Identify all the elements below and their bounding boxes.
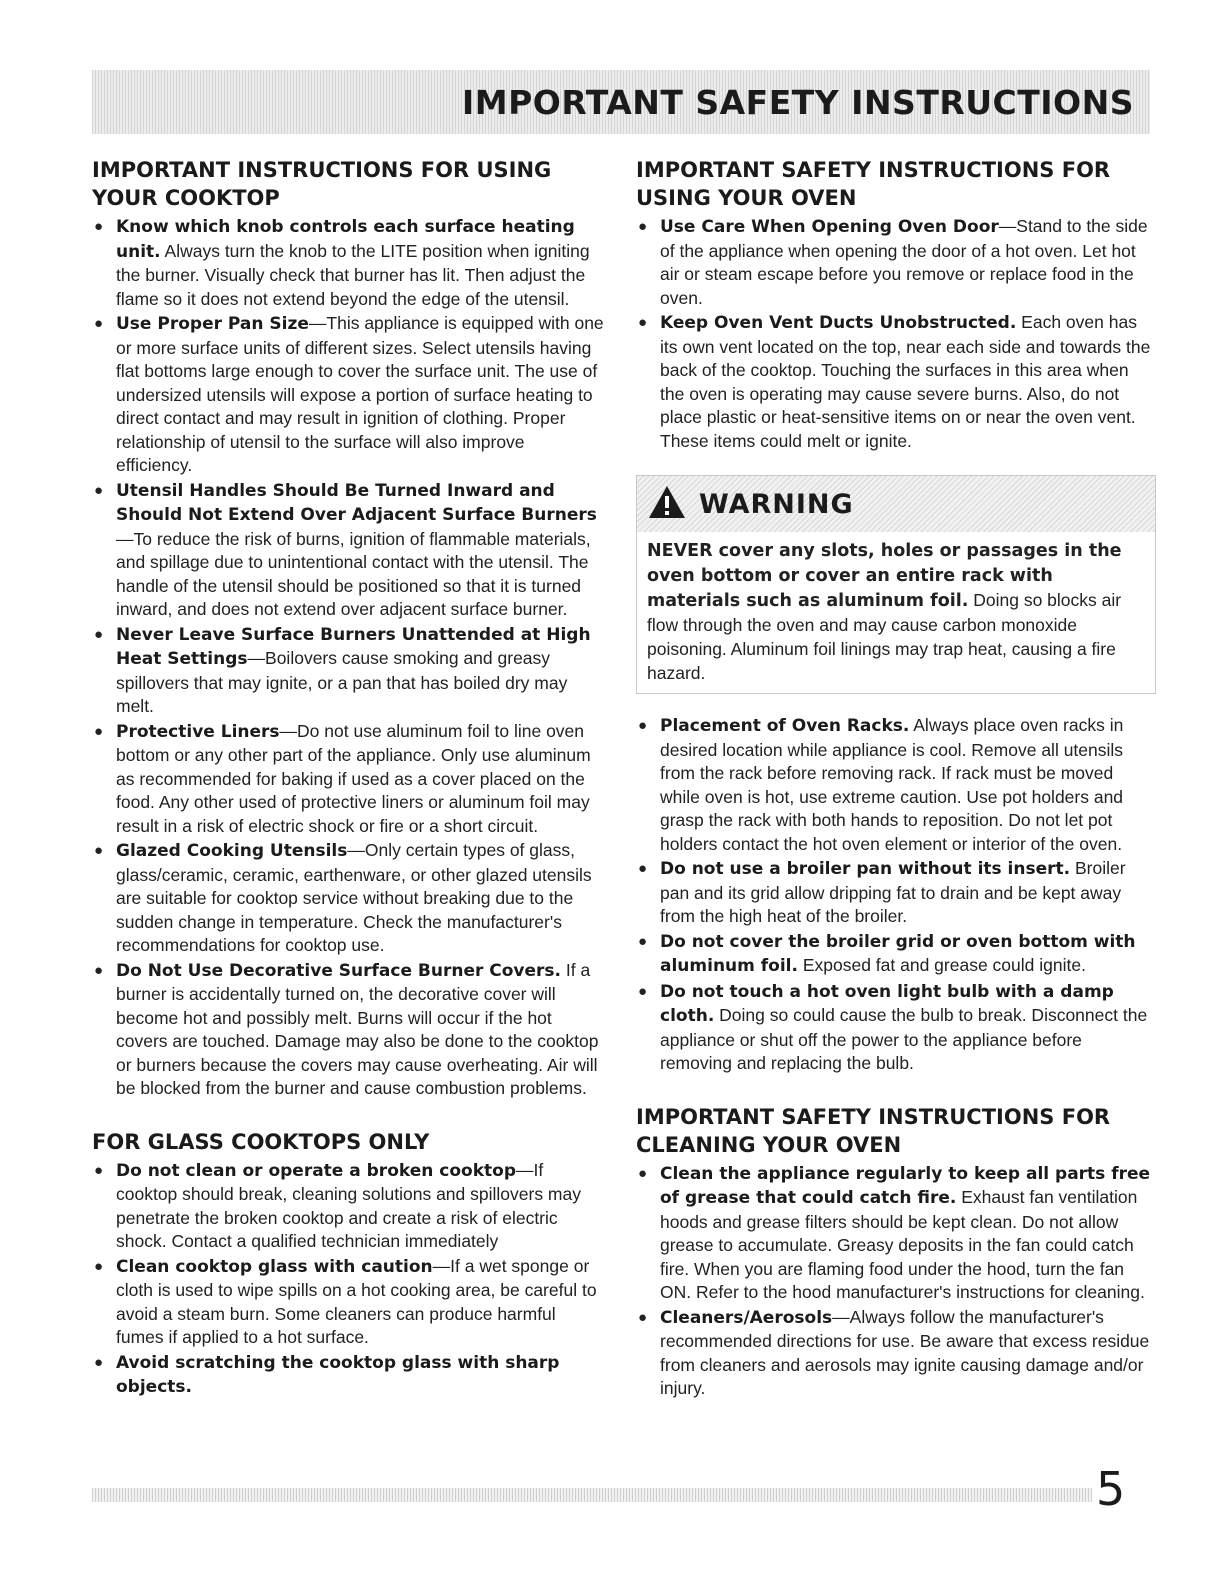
item-text: If a burner is accidentally turned on, the decorative cover will become hot and possibly melt. Burns will occur if the hot covers are touched. Damage may also be done to the cooktop or burners because the covers may cause overheating. Air will be blocked from the burner and cause combustion problems. bbox=[116, 959, 599, 1098]
item-lead: Utensil Handles Should Be Turned Inward and Should Not Extend Over Adjacent Surface Burners bbox=[116, 480, 597, 525]
item-text: —Only certain types of glass, glass/ceramic, ceramic, earthenware, or other glazed utensils are suitable for cooktop service without breaking due to the sudden change in temperature. Check the manufacturer's recommendations for cooktop use. bbox=[116, 840, 592, 955]
bullet-icon: ● bbox=[94, 722, 104, 740]
item-lead: Do not clean or operate a broken cooktop bbox=[116, 1160, 516, 1181]
item-text: —Stand to the side of the appliance when opening the door of a hot oven. Let hot air or steam escape before you remove or replace food in the oven. bbox=[660, 216, 1148, 308]
item-text: Exposed fat and grease could ignite. bbox=[797, 955, 1086, 975]
list-item bbox=[636, 857, 1156, 929]
warning-box bbox=[636, 475, 1156, 694]
bullet-icon: ● bbox=[94, 625, 104, 643]
item-lead: Never Leave Surface Burners Unattended at High Heat Settings bbox=[116, 624, 591, 669]
warning-header bbox=[637, 476, 1155, 532]
cleaning-heading: IMPORTANT SAFETY INSTRUCTIONS FOR CLEANING YOUR OVEN bbox=[636, 1104, 1111, 1157]
cleaning-list bbox=[636, 1162, 1156, 1401]
item-lead: Avoid scratching the cooktop glass with sharp objects. bbox=[116, 1352, 560, 1397]
list-item bbox=[92, 623, 604, 719]
list-item bbox=[636, 714, 1156, 856]
warning-triangle-icon bbox=[647, 484, 687, 525]
page-number: 5 bbox=[1096, 1462, 1126, 1516]
item-text: —To reduce the risk of burns, ignition of flammable materials, and spillage due to unintentional contact with the utensil. The handle of the utensil should be positioned so that it is turned inward, and does not extend over adjacent surface burner. bbox=[116, 528, 591, 619]
item-lead: Know which knob controls each surface heating unit. bbox=[116, 217, 575, 262]
glass-heading: FOR GLASS COOKTOPS ONLY bbox=[92, 1129, 430, 1154]
bullet-icon: ● bbox=[94, 1257, 104, 1275]
item-lead: Cleaners/Aerosols bbox=[660, 1307, 833, 1328]
bullet-icon: ● bbox=[94, 961, 104, 979]
item-text: Always turn the knob to the LITE position when igniting the burner. Visually check that burner has lit. Then adjust the flame so it does not extend beyond the edge of the utensil. bbox=[116, 240, 590, 309]
item-text: —Always follow the manufacturer's recommended directions for use. Be aware that excess residue from cleaners and aerosols may ignite causing damage and/or injury. bbox=[660, 1306, 1150, 1398]
item-text: —Do not use aluminum foil to line oven bottom or any other part of the appliance. Only use aluminum as recommended for baking if used as a cover placed on the food. Any other used of protective liners or aluminum foil may result in a risk of electric shock or fire or a short circuit. bbox=[116, 720, 591, 836]
bullet-icon: ● bbox=[94, 842, 104, 859]
bullet-icon: ● bbox=[94, 1161, 104, 1179]
bullet-icon: ● bbox=[638, 1164, 648, 1182]
item-lead: Do not cover the broiler grid or oven bottom with aluminum foil. bbox=[660, 931, 1136, 976]
list-item bbox=[92, 479, 604, 622]
list-item bbox=[92, 839, 604, 958]
cooktop-heading: IMPORTANT INSTRUCTIONS FOR USING YOUR COOKTOP bbox=[92, 158, 552, 210]
list-item bbox=[636, 215, 1156, 310]
list-item bbox=[92, 1255, 604, 1350]
item-text: —If cooktop should break, cleaning solutions and spillovers may penetrate the broken cooktop and create a risk of electric shock. Contact a qualified technician immediately bbox=[116, 1159, 581, 1251]
oven-heading: IMPORTANT SAFETY INSTRUCTIONS FOR USING YOUR OVEN bbox=[636, 158, 1111, 210]
item-text: —This appliance is equipped with one or more surface units of different sizes. Select utensils having flat bottoms large enough to cover the surface unit. The use of undersized utensils will expose a portion of surface heating to direct contact and may result in ignition of clothing. Proper relationship of utensil to the surface will also improve efficiency. bbox=[116, 313, 604, 475]
item-lead: Keep Oven Vent Ducts Unobstructed. bbox=[660, 313, 1017, 333]
bullet-icon: ● bbox=[94, 1353, 104, 1371]
list-item bbox=[636, 311, 1156, 453]
item-text: Each oven has its own vent located on the top, near each side and towards the back of the cooktop. Touching the surfaces in this area when the oven is operating may cause severe burns. Also, do not place plastic or heat-sensitive items on or near the oven vent. These items could melt or ignite. bbox=[660, 312, 1151, 451]
item-text: —If a wet sponge or cloth is used to wipe spills on a hot cooking area, be careful to avoid a steam burn. Some cleaners can produce harmful fumes if applied to a hot surface. bbox=[116, 1255, 597, 1347]
item-text: —Boilovers cause smoking and greasy spillovers that may ignite, or a pan that has boiled dry may melt. bbox=[116, 648, 568, 716]
bullet-icon: ● bbox=[94, 218, 104, 235]
item-lead: Use Care When Opening Oven Door bbox=[660, 217, 999, 237]
right-column bbox=[636, 156, 1156, 1402]
item-lead: Use Proper Pan Size bbox=[116, 314, 309, 334]
bullet-icon: ● bbox=[638, 982, 648, 1000]
oven-list bbox=[636, 215, 1156, 453]
bullet-icon: ● bbox=[94, 315, 104, 332]
item-lead: Clean the appliance regularly to keep all parts free of grease that could catch fire. bbox=[660, 1163, 1151, 1208]
list-item bbox=[92, 1351, 604, 1400]
item-text: Always place oven racks in desired location while appliance is cool. Remove all utensils from the rack before removing rack. If rack must be moved while oven is hot, use extreme caution. Use pot holders and grasp the rack with both hands to reposition. Do not let pot holders contact the hot oven element or interior of the oven. bbox=[660, 715, 1124, 854]
list-item bbox=[92, 959, 604, 1101]
item-lead: Glazed Cooking Utensils bbox=[116, 841, 348, 861]
bullet-icon: ● bbox=[638, 860, 648, 877]
list-item bbox=[92, 1159, 604, 1254]
item-lead: Clean cooktop glass with caution bbox=[116, 1256, 433, 1277]
list-item bbox=[92, 215, 604, 311]
warning-body bbox=[637, 532, 1155, 693]
list-item bbox=[92, 312, 604, 478]
list-item bbox=[636, 980, 1156, 1076]
bullet-icon: ● bbox=[638, 218, 648, 235]
item-text: Doing so could cause the bulb to break. Disconnect the appliance or shut off the power to the appliance before removing and replacing the bulb. bbox=[660, 1005, 1148, 1073]
bullet-icon: ● bbox=[638, 1308, 648, 1326]
banner-title: IMPORTANT SAFETY INSTRUCTIONS bbox=[461, 82, 1134, 122]
warning-bold: NEVER cover any slots, holes or passages in the oven bottom or cover an entire rack with materials such as aluminum foil. bbox=[647, 541, 1122, 611]
list-item bbox=[92, 720, 604, 839]
oven-list-2 bbox=[636, 714, 1156, 1076]
item-text: Exhaust fan ventilation hoods and grease filters should be kept clean. Do not allow grease to accumulate. Greasy deposits in the fan could catch fire. When you are flaming food under the hood, turn the fan ON. Refer to the hood manufacturer's instructions for cleaning. bbox=[660, 1187, 1145, 1302]
bullet-icon: ● bbox=[94, 481, 104, 499]
item-lead: Do not use a broiler pan without its insert. bbox=[660, 859, 1071, 879]
page-banner bbox=[92, 70, 1150, 134]
bullet-icon: ● bbox=[638, 314, 648, 331]
cooktop-list bbox=[92, 215, 604, 1101]
bullet-icon: ● bbox=[638, 717, 648, 734]
item-lead: Do not touch a hot oven light bulb with a damp cloth. bbox=[660, 981, 1114, 1026]
footer-strip bbox=[92, 1488, 1092, 1502]
bullet-icon: ● bbox=[638, 932, 648, 950]
item-text: Broiler pan and its grid allow dripping fat to drain and be kept away from the high heat of the broiler. bbox=[660, 858, 1126, 926]
item-lead: Protective Liners bbox=[116, 721, 280, 742]
warning-text: Doing so blocks air flow through the oven and may cause carbon monoxide poisoning. Aluminum foil linings may trap heat, causing a fire hazard. bbox=[647, 590, 1122, 683]
warning-title: WARNING bbox=[699, 488, 854, 520]
item-lead: Placement of Oven Racks. bbox=[660, 716, 910, 736]
list-item bbox=[636, 930, 1156, 979]
list-item bbox=[636, 1162, 1156, 1305]
item-lead: Do Not Use Decorative Surface Burner Covers. bbox=[116, 960, 561, 981]
left-column bbox=[92, 156, 604, 1401]
glass-list bbox=[92, 1159, 604, 1400]
list-item bbox=[636, 1306, 1156, 1401]
